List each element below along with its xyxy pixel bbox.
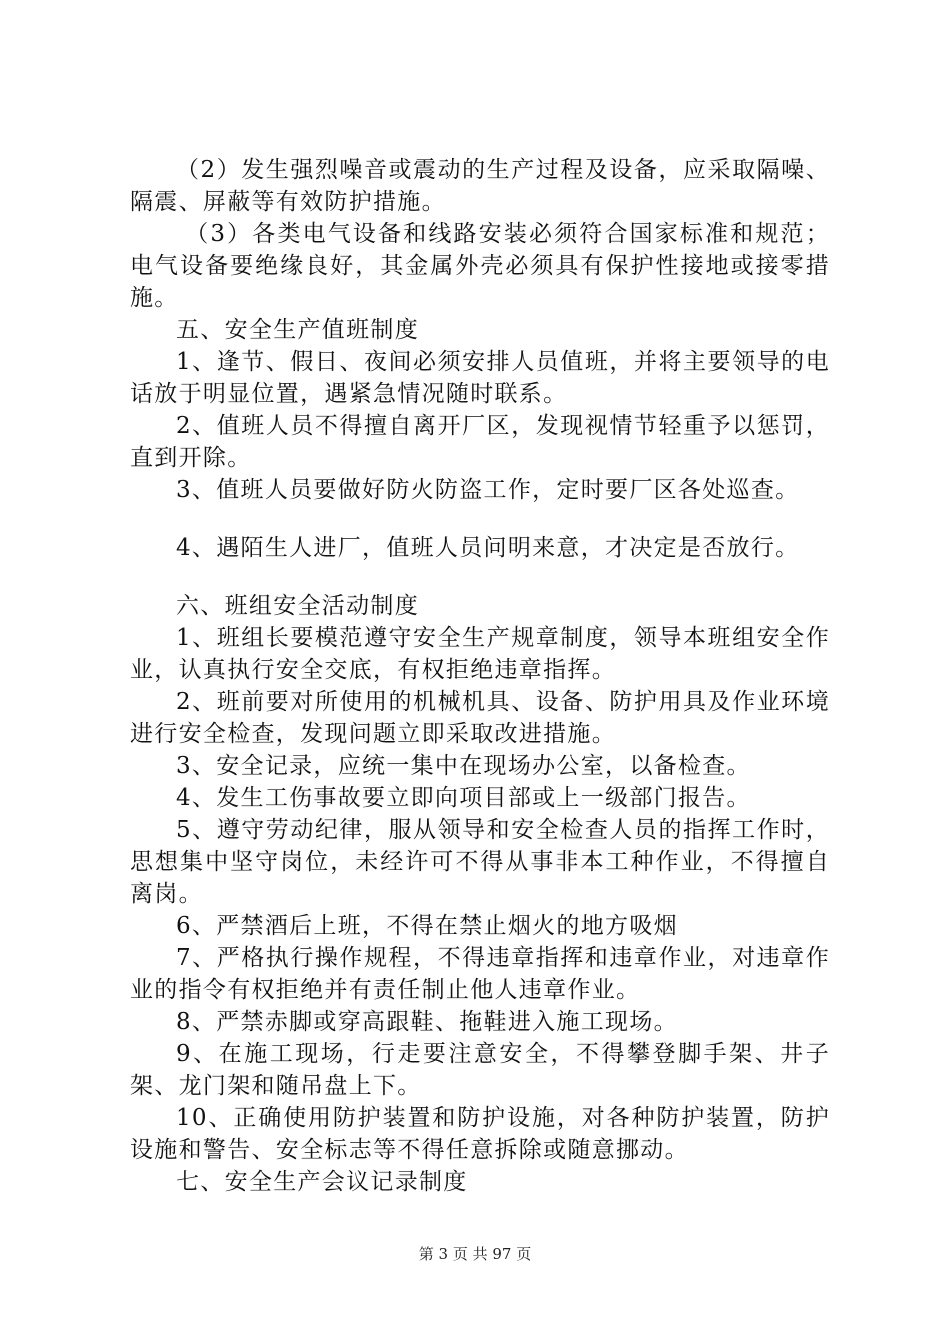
paragraph: 2、值班人员不得擅自离开厂区，发现视情节轻重予以惩罚，直到开除。 [130, 413, 830, 471]
paragraph: 10、正确使用防护装置和防护设施，对各种防护装置，防护设施和警告、安全标志等不得任意拆除或随意挪动。 [130, 1105, 830, 1163]
paragraph: 7、严格执行操作规程，不得违章指挥和违章作业，对违章作业的指令有权拒绝并有责任制止他人违章作业。 [130, 945, 830, 1003]
document-body [130, 154, 830, 1198]
paragraph: 4、遇陌生人进厂，值班人员问明来意，才决定是否放行。 [176, 535, 800, 561]
paragraph: 3、安全记录，应统一集中在现场办公室，以备检查。 [176, 753, 751, 779]
section-heading: 七、安全生产会议记录制度 [176, 1169, 468, 1195]
paragraph: 6、严禁酒后上班，不得在禁止烟火的地方吸烟 [176, 913, 678, 939]
spacer [130, 506, 830, 532]
paragraph: （2）发生强烈噪音或震动的生产过程及设备，应采取隔噪、隔震、屏蔽等有效防护措施。 [130, 157, 830, 215]
paragraph: 1、逢节、假日、夜间必须安排人员值班，并将主要领导的电话放于明显位置，遇紧急情况随时联系。 [130, 349, 830, 407]
section-heading: 五、安全生产值班制度 [176, 317, 419, 343]
page-number-footer: 第 3 页 共 97 页 [418, 1245, 532, 1263]
paragraph: 3、值班人员要做好防火防盗工作，定时要厂区各处巡查。 [176, 477, 800, 503]
paragraph: 9、在施工现场，行走要注意安全，不得攀登脚手架、井子架、龙门架和随吊盘上下。 [130, 1041, 830, 1099]
paragraph: 8、严禁赤脚或穿高跟鞋、拖鞋进入施工现场。 [176, 1009, 678, 1035]
paragraph: 2、班前要对所使用的机械机具、设备、防护用具及作业环境进行安全检查，发现问题立即采取改进措施。 [130, 689, 830, 747]
paragraph: 4、发生工伤事故要立即向项目部或上一级部门报告。 [176, 785, 751, 811]
paragraph: 1、班组长要模范遵守安全生产规章制度，领导本班组安全作业，认真执行安全交底，有权拒绝违章指挥。 [130, 625, 830, 683]
paragraph: 5、遵守劳动纪律，服从领导和安全检查人员的指挥工作时，思想集中坚守岗位，未经许可不得从事非本工种作业，不得擅自离岗。 [130, 817, 830, 907]
paragraph: （3）各类电气设备和线路安装必须符合国家标准和规范；电气设备要绝缘良好，其金属外壳必须具有保护性接地或接零措施。 [130, 221, 830, 311]
section-heading: 六、班组安全活动制度 [176, 593, 419, 619]
spacer [130, 564, 830, 590]
